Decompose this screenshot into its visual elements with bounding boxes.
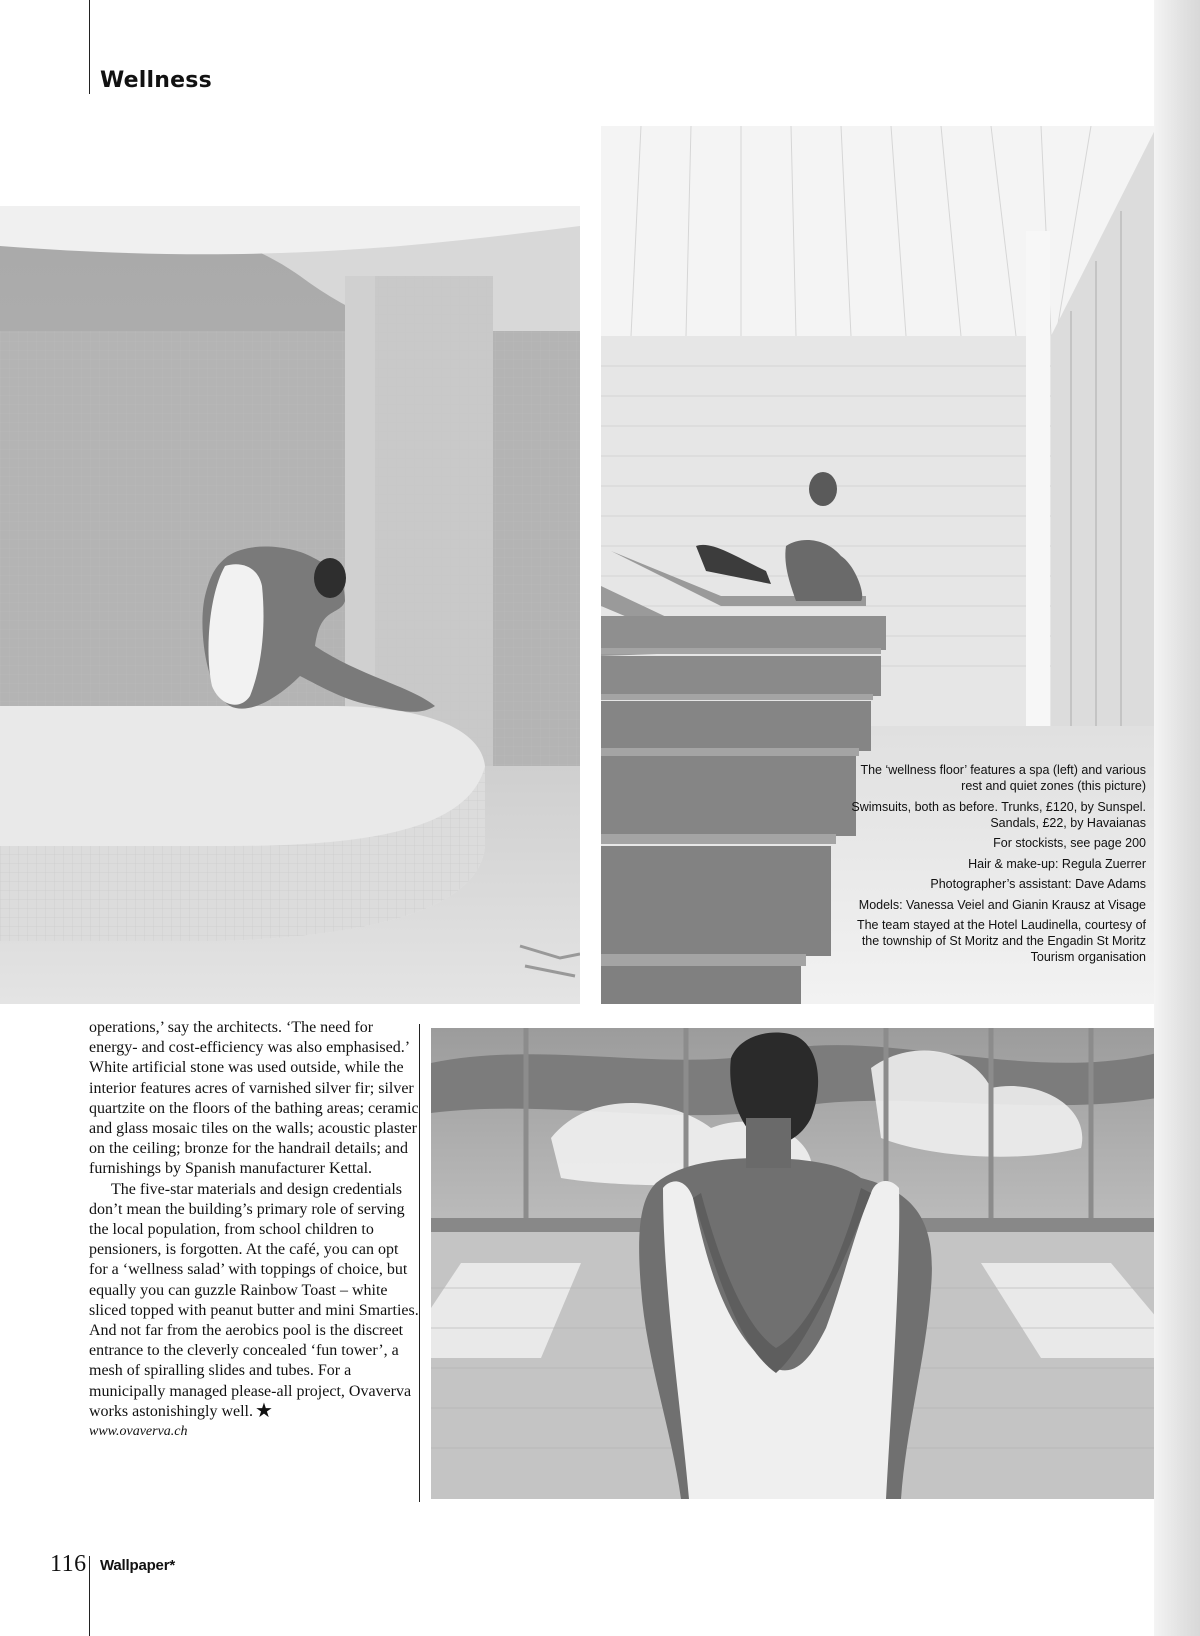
website-link[interactable]: www.ovaverva.ch bbox=[89, 1424, 188, 1440]
caption-item: Swimsuits, both as before. Trunks, £120, by Sunspel. Sandals, £22, by Havaianas bbox=[851, 799, 1146, 830]
body-paragraph: operations,’ say the architects. ‘The need for energy- and cost-efficiency was also emphasised.’ White artificial stone was used outside, while the interior features acres of varnished silver fir; silver quartzite on the floors of the bathing areas; ceramic and glass mosaic tiles on the walls; acoustic plaster on the ceiling; bronze for the handrail details; and furnishings by Spanish manufacturer Kettal. bbox=[89, 1019, 419, 1178]
photo-caption bbox=[846, 762, 1146, 970]
column-rule bbox=[419, 1024, 420, 1502]
body-paragraph bbox=[89, 1180, 419, 1422]
caption-item: Photographer’s assistant: Dave Adams bbox=[930, 877, 1146, 891]
page-edge-shadow bbox=[1154, 0, 1200, 1636]
caption-item: The ‘wellness floor’ features a spa (left) and various rest and quiet zones (this picture) bbox=[860, 763, 1146, 793]
footer-rule bbox=[89, 1556, 90, 1636]
publication-name: Wallpaper* bbox=[100, 1557, 175, 1574]
section-label: Wellness bbox=[100, 68, 212, 93]
article-body bbox=[89, 1018, 419, 1442]
header-rule bbox=[89, 0, 90, 94]
spa-pool-photo bbox=[0, 206, 580, 1004]
body-paragraph-text: The five-star materials and design credentials don’t mean the building’s primary role of serving the local population, from school children to pensioners, is forgotten. At the café, you can opt for a ‘wellness salad’ with toppings of choice, but equally you can guzzle Rainbow Toast – white sliced topped with peanut butter and mini Smarties. And not far from the aerobics pool is the discreet entrance to the cleverly concealed ‘fun tower’, a mesh of spiralling slides and tubes. For a municipally managed please-all project, Ovaverva works astonishingly well. bbox=[89, 1180, 419, 1420]
pool-window-photo bbox=[431, 1028, 1157, 1499]
caption-item: Models: Vanessa Veiel and Gianin Krausz at Visage bbox=[858, 897, 1146, 912]
end-mark-icon: ★ bbox=[255, 1399, 273, 1422]
caption-item: Hair & make-up: Regula Zuerrer bbox=[968, 856, 1146, 871]
caption-item: The team stayed at the Hotel Laudinella, courtesy of the township of St Moritz and the Engadin St Moritz Tourism organisation bbox=[856, 918, 1146, 964]
caption-item: For stockists, see page 200 bbox=[993, 836, 1146, 850]
page-number: 116 bbox=[50, 1551, 87, 1577]
